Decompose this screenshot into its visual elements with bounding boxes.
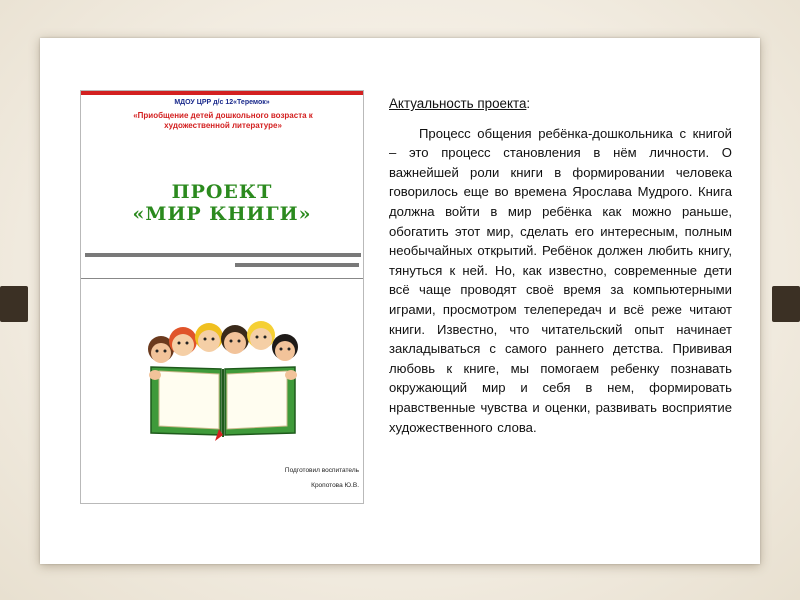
small-print-line bbox=[85, 253, 361, 257]
cover-title bbox=[81, 181, 363, 225]
cover-author-role: Подготовил воспитатель bbox=[284, 467, 359, 474]
section-paragraph: Процесс общения ребёнка-дошкольника с книгой – это процесс становления в нём личности. О важнейшей роли книги в формировании человека говорилось еще во времена Ярослава Мудрого. Книга должна войти в мир ребёнка как можно раньше, обогатить этот мир, сделать его интересным, полным необычайных открытий. Ребёнок должен любить книгу, тянуться к ней. Но, как известно, современные дети всё чаще проводят своё время за компьютерными играми, просмотром телепередач и всё реже читают книги. Известно, что читательский опыт начинает закладываться с самого раннего детства. Прививая любовь к книге, мы помогаем ребенку познавать окружающий мир и себя в нем, формировать нравственные чувства и оценки, развивать восприятие художественного слова. bbox=[389, 125, 732, 435]
cover-divider bbox=[81, 278, 363, 279]
children-with-book-illustration bbox=[145, 317, 301, 443]
small-print-line bbox=[235, 263, 359, 267]
cover-small-print bbox=[85, 248, 361, 274]
right-decor-bar bbox=[772, 286, 800, 322]
cover-theme: «Приобщение детей дошкольного возраста к художественной литературе» bbox=[133, 111, 313, 130]
left-decor-bar bbox=[0, 286, 28, 322]
section-heading bbox=[389, 94, 732, 114]
section-heading-text: Актуальность проекта bbox=[389, 96, 527, 111]
text-column bbox=[389, 94, 732, 437]
cover-author-name: Кропотова Ю.В. bbox=[311, 482, 359, 489]
cover-author bbox=[159, 463, 359, 493]
cover-title-line2: «МИР КНИГИ» bbox=[132, 203, 312, 225]
cover-title-line1: ПРОЕКТ bbox=[171, 181, 273, 203]
section-heading-colon: : bbox=[526, 96, 531, 111]
cover-org: МДОУ ЦРР д/с 12«Теремок» bbox=[174, 99, 270, 106]
project-cover-image bbox=[80, 90, 364, 504]
cover-top-rule bbox=[81, 91, 363, 95]
